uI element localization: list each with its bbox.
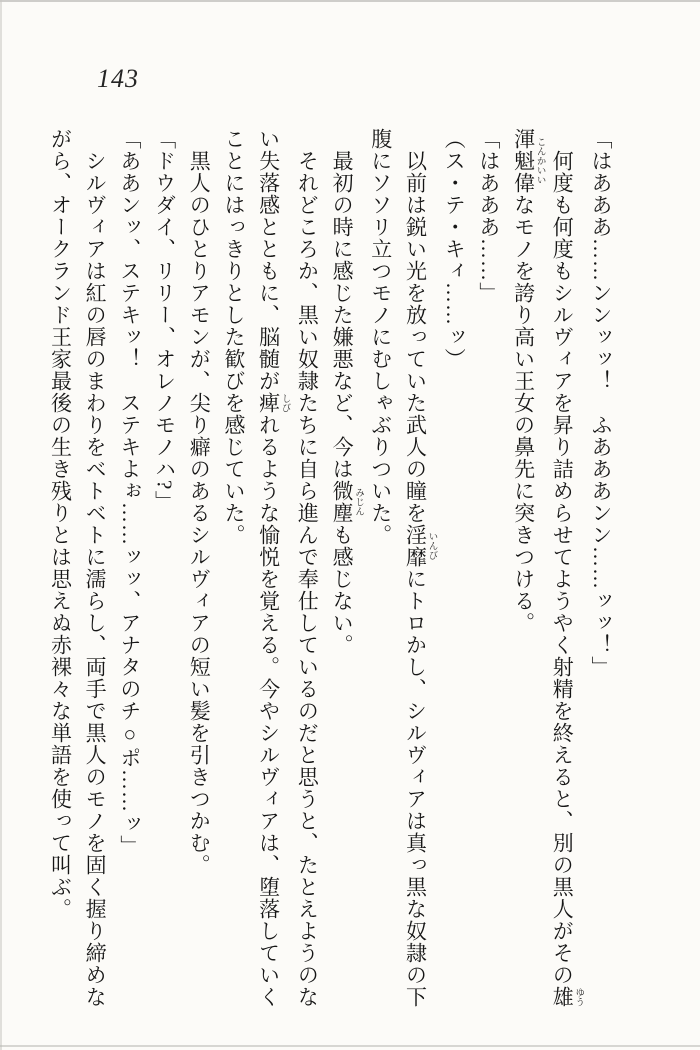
ruby-annotated-word: 微塵 みじん <box>330 480 364 524</box>
text-column: 渾魁偉 こんかいいなモノを誇り高い王女の鼻先に突きつける。 <box>511 128 545 634</box>
text-column: 「ドウダイ、リリー、オレノモノハ?」 <box>152 128 177 513</box>
text-column: 何度も何度もシルヴィアを昇り詰めらせてようやく射精を終えると、別の黒人がその雄 ゆう <box>550 150 584 1008</box>
text-column: 最初の時に感じた嫌悪など、今は微塵 みじんも感じない。 <box>330 150 364 656</box>
text-column: 腹にソソリ立つモノにむしゃぶりついた。 <box>368 128 393 546</box>
text-column: 以前は鋭い光を放っていた武人の瞳を淫靡 いんびにトロかし、シルヴィアは真っ黒な奴隷の下 <box>403 150 437 1008</box>
text-column: 「ああンッ、ステキッ！ ステキよぉ……ッッ、アナタのチ○ポ……ッ」 <box>117 128 142 857</box>
text-column: それどころか、黒い奴隷たちに自ら進んで奉仕しているのだと思うと、たとえようのな <box>295 150 320 1008</box>
ruby-annotated-word: 痺 しび <box>256 392 290 414</box>
text-column: 「はあああ……ンンッッ！ ふあああンン……ッッ！」 <box>589 128 613 678</box>
page-edge-left <box>0 0 2 1050</box>
page-edge-top <box>0 0 700 2</box>
ruby-annotated-word: 渾魁偉 こんかいい <box>511 128 545 194</box>
page-edge-bottom <box>0 1045 700 1047</box>
text-column: 黒人のひとりアモンが、尖り癖のあるシルヴィアの短い髪を引きつかむ。 <box>187 150 212 876</box>
text-column: い失落感とともに、脳髄が痺 しびれるような愉悦を覚える。今やシルヴィアは、堕落していく <box>256 128 290 1008</box>
text-column: ことにはっきりとした歓びを感じていた。 <box>221 128 246 546</box>
vertical-text-block <box>43 128 618 1014</box>
text-column: がら、オークランド王家最後の生き残りとは思えぬ赤裸々な単語を使って叫ぶ。 <box>48 128 73 920</box>
page-number: 143 <box>97 64 139 93</box>
text-column: シルヴィアは紅の唇のまわりをベトベトに濡らし、両手で黒人のモノを固く握り締めな <box>83 150 108 1008</box>
ruby-annotated-word: 雄 ゆう <box>550 986 584 1008</box>
text-column: （ス・テ・キィ……ッ） <box>442 128 467 370</box>
ruby-annotated-word: 淫靡 いんび <box>403 524 437 568</box>
text-column: 「はあああ……」 <box>476 128 501 304</box>
